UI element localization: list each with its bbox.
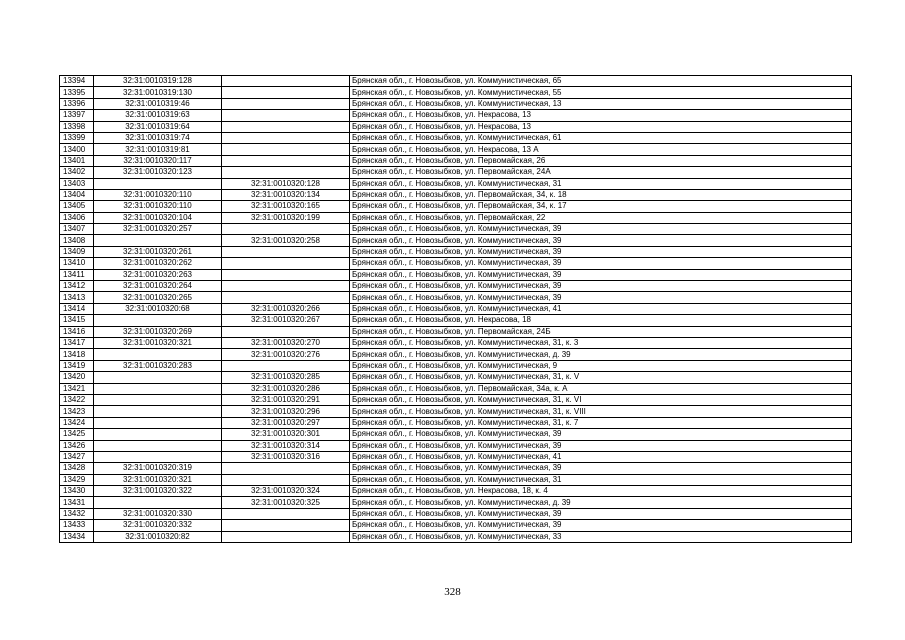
row-number-cell: 13409: [60, 246, 94, 257]
cadastral-number-cell: [94, 451, 222, 462]
row-number-cell: 13403: [60, 178, 94, 189]
row-number-cell: 13415: [60, 315, 94, 326]
linked-cadastral-number-cell: [222, 474, 350, 485]
cadastral-number-cell: [94, 383, 222, 394]
address-cell: Брянская обл., г. Новозыбков, ул. Коммунистическая, 31: [350, 474, 852, 485]
address-cell: Брянская обл., г. Новозыбков, ул. Первомайская, 26: [350, 155, 852, 166]
address-cell: Брянская обл., г. Новозыбков, ул. Коммунистическая, 31, к. 7: [350, 417, 852, 428]
table-row: [60, 337, 852, 348]
linked-cadastral-number-cell: 32:31:0010320:286: [222, 383, 350, 394]
address-cell: Брянская обл., г. Новозыбков, ул. Коммунистическая, 41: [350, 303, 852, 314]
address-cell: Брянская обл., г. Новозыбков, ул. Коммунистическая, д. 39: [350, 349, 852, 360]
table-row: [60, 303, 852, 314]
address-cell: Брянская обл., г. Новозыбков, ул. Коммунистическая, 13: [350, 98, 852, 109]
linked-cadastral-number-cell: [222, 110, 350, 121]
cadastral-number-cell: [94, 178, 222, 189]
address-cell: Брянская обл., г. Новозыбков, ул. Коммунистическая, 31, к. 3: [350, 337, 852, 348]
table-row: [60, 212, 852, 223]
table-row: [60, 394, 852, 405]
cadastral-number-cell: 32:31:0010320:104: [94, 212, 222, 223]
cadastral-number-cell: [94, 349, 222, 360]
table-row: [60, 155, 852, 166]
linked-cadastral-number-cell: [222, 144, 350, 155]
cadastral-number-cell: 32:31:0010319:74: [94, 132, 222, 143]
address-cell: Брянская обл., г. Новозыбков, ул. Коммунистическая, 31, к. VI: [350, 394, 852, 405]
table-row: [60, 201, 852, 212]
row-number-cell: 13427: [60, 451, 94, 462]
cadastral-number-cell: 32:31:0010320:110: [94, 201, 222, 212]
table-row: [60, 360, 852, 371]
row-number-cell: 13397: [60, 110, 94, 121]
address-cell: Брянская обл., г. Новозыбков, ул. Первомайская, 22: [350, 212, 852, 223]
address-cell: Брянская обл., г. Новозыбков, ул. Коммунистическая, 61: [350, 132, 852, 143]
row-number-cell: 13399: [60, 132, 94, 143]
table-row: [60, 235, 852, 246]
table-row: [60, 383, 852, 394]
table-body: [60, 76, 852, 543]
cadastral-number-cell: 32:31:0010320:265: [94, 292, 222, 303]
row-number-cell: 13400: [60, 144, 94, 155]
row-number-cell: 13411: [60, 269, 94, 280]
address-cell: Брянская обл., г. Новозыбков, ул. Коммунистическая, 39: [350, 269, 852, 280]
row-number-cell: 13414: [60, 303, 94, 314]
linked-cadastral-number-cell: [222, 531, 350, 542]
address-cell: Брянская обл., г. Новозыбков, ул. Коммунистическая, 39: [350, 463, 852, 474]
table-row: [60, 87, 852, 98]
address-cell: Брянская обл., г. Новозыбков, ул. Некрасова, 13: [350, 110, 852, 121]
cadastral-number-cell: 32:31:0010319:64: [94, 121, 222, 132]
row-number-cell: 13401: [60, 155, 94, 166]
cadastral-number-cell: 32:31:0010320:82: [94, 531, 222, 542]
cadastral-number-cell: [94, 417, 222, 428]
address-cell: Брянская обл., г. Новозыбков, ул. Коммунистическая, 39: [350, 440, 852, 451]
row-number-cell: 13417: [60, 337, 94, 348]
cadastral-number-cell: 32:31:0010319:63: [94, 110, 222, 121]
address-cell: Брянская обл., г. Новозыбков, ул. Коммунистическая, 39: [350, 224, 852, 235]
address-cell: Брянская обл., г. Новозыбков, ул. Коммунистическая, 33: [350, 531, 852, 542]
cadastral-number-cell: [94, 406, 222, 417]
address-cell: Брянская обл., г. Новозыбков, ул. Коммунистическая, 39: [350, 508, 852, 519]
row-number-cell: 13419: [60, 360, 94, 371]
cadastral-number-cell: [94, 429, 222, 440]
cadastral-number-cell: 32:31:0010320:68: [94, 303, 222, 314]
linked-cadastral-number-cell: 32:31:0010320:301: [222, 429, 350, 440]
row-number-cell: 13422: [60, 394, 94, 405]
row-number-cell: 13432: [60, 508, 94, 519]
row-number-cell: 13408: [60, 235, 94, 246]
row-number-cell: 13416: [60, 326, 94, 337]
linked-cadastral-number-cell: 32:31:0010320:267: [222, 315, 350, 326]
address-cell: Брянская обл., г. Новозыбков, ул. Первомайская, 34а, к. А: [350, 383, 852, 394]
linked-cadastral-number-cell: [222, 246, 350, 257]
property-table: [59, 75, 852, 543]
cadastral-number-cell: 32:31:0010320:110: [94, 189, 222, 200]
row-number-cell: 13424: [60, 417, 94, 428]
table-row: [60, 189, 852, 200]
row-number-cell: 13421: [60, 383, 94, 394]
row-number-cell: 13430: [60, 486, 94, 497]
linked-cadastral-number-cell: 32:31:0010320:325: [222, 497, 350, 508]
linked-cadastral-number-cell: [222, 281, 350, 292]
linked-cadastral-number-cell: 32:31:0010320:314: [222, 440, 350, 451]
linked-cadastral-number-cell: 32:31:0010320:285: [222, 372, 350, 383]
linked-cadastral-number-cell: 32:31:0010320:316: [222, 451, 350, 462]
cadastral-number-cell: 32:31:0010320:269: [94, 326, 222, 337]
linked-cadastral-number-cell: 32:31:0010320:291: [222, 394, 350, 405]
row-number-cell: 13426: [60, 440, 94, 451]
cadastral-number-cell: 32:31:0010320:321: [94, 337, 222, 348]
address-cell: Брянская обл., г. Новозыбков, ул. Коммунистическая, 65: [350, 76, 852, 87]
cadastral-number-cell: 32:31:0010320:262: [94, 258, 222, 269]
row-number-cell: 13412: [60, 281, 94, 292]
address-cell: Брянская обл., г. Новозыбков, ул. Коммунистическая, д. 39: [350, 497, 852, 508]
page-number: 328: [444, 586, 461, 598]
row-number-cell: 13420: [60, 372, 94, 383]
table-row: [60, 315, 852, 326]
linked-cadastral-number-cell: [222, 98, 350, 109]
table-row: [60, 520, 852, 531]
address-cell: Брянская обл., г. Новозыбков, ул. Коммунистическая, 41: [350, 451, 852, 462]
table-row: [60, 121, 852, 132]
row-number-cell: 13407: [60, 224, 94, 235]
cadastral-number-cell: 32:31:0010319:130: [94, 87, 222, 98]
address-cell: Брянская обл., г. Новозыбков, ул. Коммунистическая, 39: [350, 258, 852, 269]
cadastral-number-cell: 32:31:0010320:321: [94, 474, 222, 485]
row-number-cell: 13405: [60, 201, 94, 212]
table-row: [60, 292, 852, 303]
cadastral-number-cell: 32:31:0010319:128: [94, 76, 222, 87]
address-cell: Брянская обл., г. Новозыбков, ул. Коммунистическая, 31, к. V: [350, 372, 852, 383]
table-row: [60, 406, 852, 417]
cadastral-number-cell: [94, 372, 222, 383]
linked-cadastral-number-cell: [222, 508, 350, 519]
linked-cadastral-number-cell: 32:31:0010320:258: [222, 235, 350, 246]
row-number-cell: 13402: [60, 167, 94, 178]
row-number-cell: 13396: [60, 98, 94, 109]
linked-cadastral-number-cell: [222, 326, 350, 337]
cadastral-number-cell: 32:31:0010320:322: [94, 486, 222, 497]
row-number-cell: 13410: [60, 258, 94, 269]
cadastral-number-cell: 32:31:0010319:46: [94, 98, 222, 109]
table-row: [60, 429, 852, 440]
linked-cadastral-number-cell: 32:31:0010320:296: [222, 406, 350, 417]
address-cell: Брянская обл., г. Новозыбков, ул. Некрасова, 18: [350, 315, 852, 326]
address-cell: Брянская обл., г. Новозыбков, ул. Коммунистическая, 39: [350, 520, 852, 531]
linked-cadastral-number-cell: 32:31:0010320:165: [222, 201, 350, 212]
table-row: [60, 440, 852, 451]
cadastral-number-cell: [94, 315, 222, 326]
address-cell: Брянская обл., г. Новозыбков, ул. Коммунистическая, 31: [350, 178, 852, 189]
cadastral-number-cell: 32:31:0010320:330: [94, 508, 222, 519]
cadastral-number-cell: 32:31:0010320:283: [94, 360, 222, 371]
address-cell: Брянская обл., г. Новозыбков, ул. Коммунистическая, 39: [350, 281, 852, 292]
table-row: [60, 349, 852, 360]
linked-cadastral-number-cell: 32:31:0010320:276: [222, 349, 350, 360]
linked-cadastral-number-cell: [222, 87, 350, 98]
address-cell: Брянская обл., г. Новозыбков, ул. Коммунистическая, 55: [350, 87, 852, 98]
address-cell: Брянская обл., г. Новозыбков, ул. Некрасова, 13: [350, 121, 852, 132]
linked-cadastral-number-cell: 32:31:0010320:199: [222, 212, 350, 223]
row-number-cell: 13434: [60, 531, 94, 542]
row-number-cell: 13431: [60, 497, 94, 508]
linked-cadastral-number-cell: [222, 132, 350, 143]
table-row: [60, 417, 852, 428]
cadastral-number-cell: 32:31:0010320:117: [94, 155, 222, 166]
table-row: [60, 326, 852, 337]
linked-cadastral-number-cell: [222, 167, 350, 178]
cadastral-number-cell: [94, 394, 222, 405]
table-row: [60, 76, 852, 87]
address-cell: Брянская обл., г. Новозыбков, ул. Коммунистическая, 31, к. VIII: [350, 406, 852, 417]
linked-cadastral-number-cell: 32:31:0010320:324: [222, 486, 350, 497]
table-row: [60, 132, 852, 143]
row-number-cell: 13429: [60, 474, 94, 485]
linked-cadastral-number-cell: [222, 224, 350, 235]
address-cell: Брянская обл., г. Новозыбков, ул. Первомайская, 34, к. 18: [350, 189, 852, 200]
linked-cadastral-number-cell: 32:31:0010320:134: [222, 189, 350, 200]
table-row: [60, 463, 852, 474]
linked-cadastral-number-cell: [222, 292, 350, 303]
cadastral-number-cell: 32:31:0010320:261: [94, 246, 222, 257]
table-row: [60, 246, 852, 257]
cadastral-number-cell: 32:31:0010319:81: [94, 144, 222, 155]
row-number-cell: 13406: [60, 212, 94, 223]
table-row: [60, 224, 852, 235]
linked-cadastral-number-cell: [222, 360, 350, 371]
row-number-cell: 13394: [60, 76, 94, 87]
linked-cadastral-number-cell: [222, 258, 350, 269]
cadastral-number-cell: [94, 497, 222, 508]
row-number-cell: 13404: [60, 189, 94, 200]
cadastral-number-cell: [94, 440, 222, 451]
row-number-cell: 13428: [60, 463, 94, 474]
row-number-cell: 13395: [60, 87, 94, 98]
table-row: [60, 486, 852, 497]
cadastral-number-cell: 32:31:0010320:263: [94, 269, 222, 280]
cadastral-number-cell: 32:31:0010320:319: [94, 463, 222, 474]
table-row: [60, 497, 852, 508]
address-cell: Брянская обл., г. Новозыбков, ул. Некрасова, 13 А: [350, 144, 852, 155]
address-cell: Брянская обл., г. Новозыбков, ул. Коммунистическая, 39: [350, 235, 852, 246]
linked-cadastral-number-cell: 32:31:0010320:128: [222, 178, 350, 189]
table-row: [60, 281, 852, 292]
table-row: [60, 508, 852, 519]
linked-cadastral-number-cell: [222, 155, 350, 166]
table-row: [60, 98, 852, 109]
row-number-cell: 13413: [60, 292, 94, 303]
address-cell: Брянская обл., г. Новозыбков, ул. Коммунистическая, 9: [350, 360, 852, 371]
linked-cadastral-number-cell: [222, 121, 350, 132]
linked-cadastral-number-cell: [222, 269, 350, 280]
linked-cadastral-number-cell: 32:31:0010320:266: [222, 303, 350, 314]
table-row: [60, 531, 852, 542]
table-row: [60, 269, 852, 280]
address-cell: Брянская обл., г. Новозыбков, ул. Коммунистическая, 39: [350, 246, 852, 257]
table-row: [60, 474, 852, 485]
linked-cadastral-number-cell: [222, 520, 350, 531]
row-number-cell: 13418: [60, 349, 94, 360]
table-row: [60, 178, 852, 189]
cadastral-number-cell: 32:31:0010320:264: [94, 281, 222, 292]
address-cell: Брянская обл., г. Новозыбков, ул. Первомайская, 34, к. 17: [350, 201, 852, 212]
cadastral-number-cell: 32:31:0010320:257: [94, 224, 222, 235]
address-cell: Брянская обл., г. Новозыбков, ул. Коммунистическая, 39: [350, 429, 852, 440]
table-row: [60, 110, 852, 121]
linked-cadastral-number-cell: [222, 76, 350, 87]
address-cell: Брянская обл., г. Новозыбков, ул. Некрасова, 18, к. 4: [350, 486, 852, 497]
cadastral-number-cell: 32:31:0010320:332: [94, 520, 222, 531]
table-row: [60, 167, 852, 178]
address-cell: Брянская обл., г. Новозыбков, ул. Первомайская, 24А: [350, 167, 852, 178]
table-row: [60, 451, 852, 462]
table-row: [60, 258, 852, 269]
cadastral-number-cell: 32:31:0010320:123: [94, 167, 222, 178]
address-cell: Брянская обл., г. Новозыбков, ул. Первомайская, 24Б: [350, 326, 852, 337]
cadastral-number-cell: [94, 235, 222, 246]
row-number-cell: 13425: [60, 429, 94, 440]
row-number-cell: 13398: [60, 121, 94, 132]
row-number-cell: 13423: [60, 406, 94, 417]
linked-cadastral-number-cell: 32:31:0010320:297: [222, 417, 350, 428]
linked-cadastral-number-cell: 32:31:0010320:270: [222, 337, 350, 348]
table-row: [60, 144, 852, 155]
linked-cadastral-number-cell: [222, 463, 350, 474]
table-row: [60, 372, 852, 383]
address-cell: Брянская обл., г. Новозыбков, ул. Коммунистическая, 39: [350, 292, 852, 303]
row-number-cell: 13433: [60, 520, 94, 531]
